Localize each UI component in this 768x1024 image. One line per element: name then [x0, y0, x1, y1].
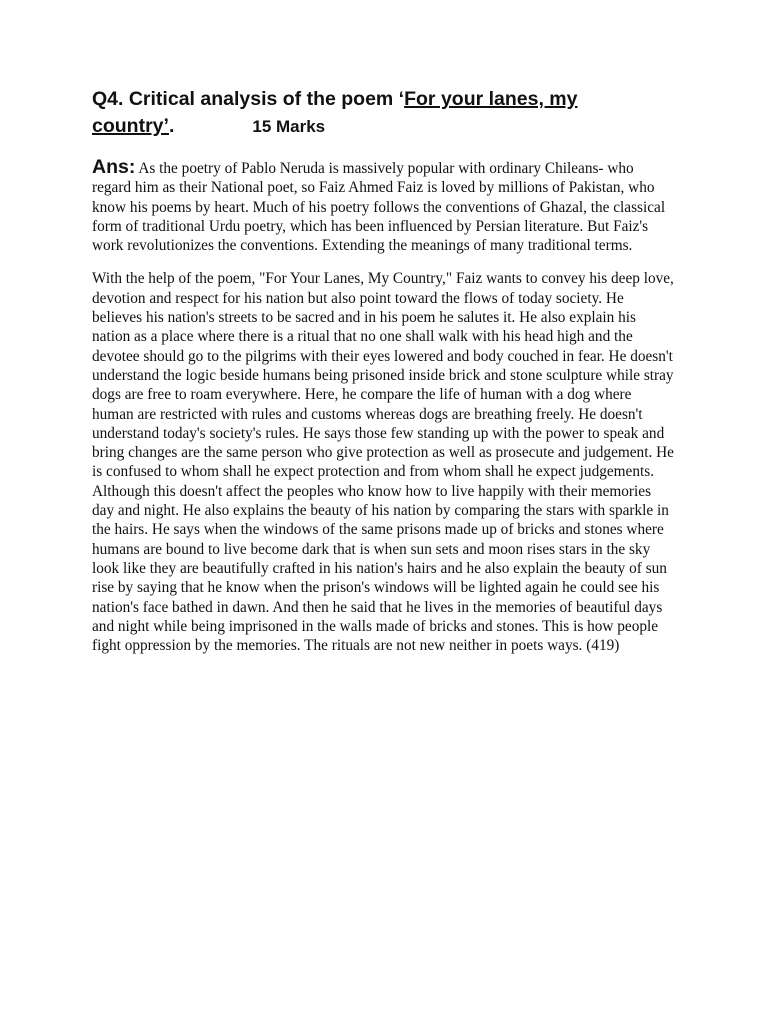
question-heading	[92, 86, 692, 140]
marks-label: 15 Marks	[252, 117, 326, 136]
question-suffix: .	[168, 115, 175, 137]
answer-paragraph-2: With the help of the poem, "For Your Lanes, My Country," Faiz wants to convey his deep love, devotion and respect for his nation but also point toward the flows of today society. He believes his nation's streets to be sacred and in his poem he salutes it. He also explain his nation as a place where there is a ritual that no one shall walk with his head high and the devotee should go to the pilgrims with their eyes lowered and body couched in fear. He doesn't understand the logic beside humans being prisoned inside brick and stone sculpture while stray dogs are free to roam everywhere. Here, he compare the life of human with a dog where human are restricted with rules and customs whereas dogs are breathing freely. He doesn't understand today's society's rules. He says those few standing up with the power to speak and bring changes are the same person who give protection as well as prosecute and judgement. He is confused to whom shall he expect protection and from whom shall he expect judgements. Although this doesn't affect the peoples who know how to live happily with their memories day and night. He also explains the beauty of his nation by comparing the stars with sparkle in the hairs. He says when the windows of the same prisons made up of bricks and stones where humans are bound to live become dark that is when sun sets and moon rises stars in the sky look like they are beautifully crafted in his nation's hairs and he also explain the beauty of sun rise by saying that he know when the prison's windows will be lighted again he could see his nation's face bathed in dawn. And then he said that he lives in the memories of beautiful days and night while being imprisoned in the walls made of bricks and stones. This is how people fight oppression by the memories. The rituals are not new neither in poets ways. (419)	[92, 270, 674, 655]
answer-paragraph-1-text: As the poetry of Pablo Neruda is massively popular with ordinary Chileans- who regard him as their National poet, so Faiz Ahmed Faiz is loved by millions of Pakistan, who know his poems by heart. Much of his poetry follows the conventions of Ghazal, the classical form of traditional Urdu poetry, which has been influenced by Persian literature. But Faiz's work revolutionizes the conventions. Extending the meanings of many traditional terms.	[92, 160, 666, 255]
answer-paragraph-1	[92, 158, 676, 255]
poem-title: For your lanes, my country’	[92, 88, 578, 137]
question-prefix: Q4. Critical analysis of the poem ‘	[92, 88, 405, 110]
answer-body	[92, 158, 676, 655]
answer-label: Ans:	[92, 156, 136, 178]
